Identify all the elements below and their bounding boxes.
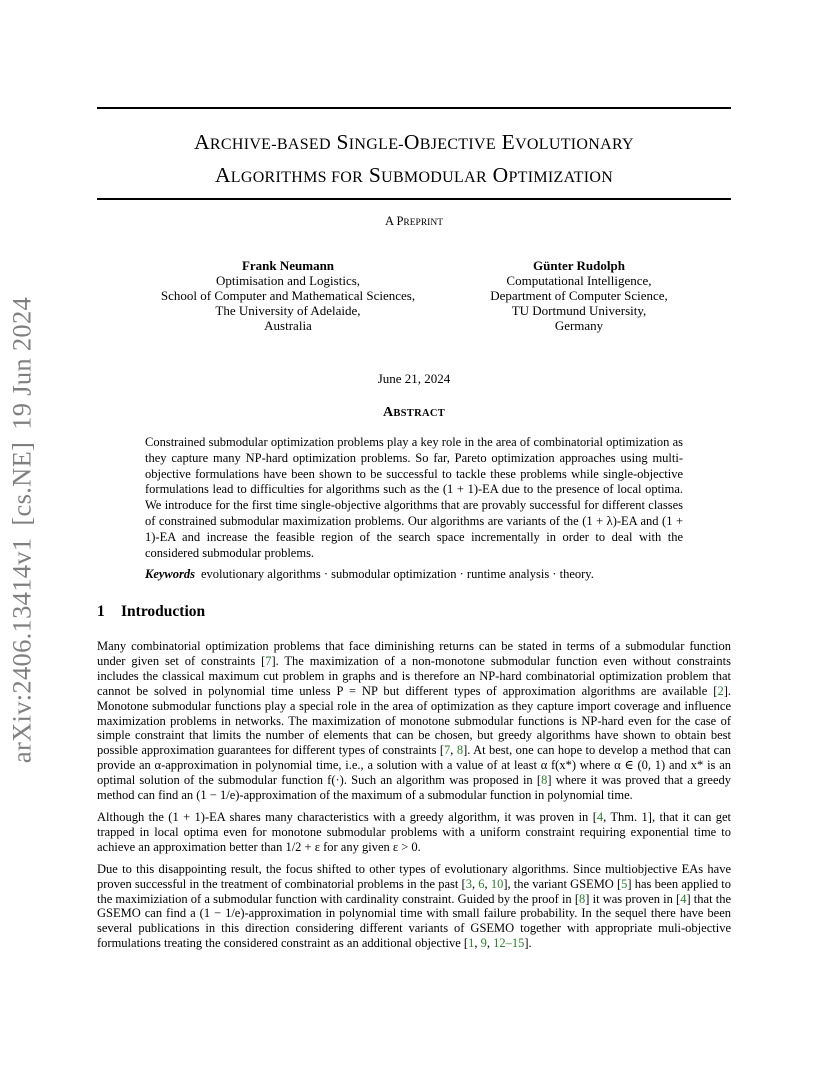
citation-link[interactable]: 7 [265,653,272,668]
paper-date: June 21, 2024 [377,371,451,386]
paragraph-text: Due to this disappointing result, the focus shifted to other types of evolutionary algorithms. Since multiobjective EAs have proven successful in the treatment of combinatorial problems in the past [ [97,861,731,891]
author-affiliation-line: TU Dortmund University, [511,303,647,318]
citation-link[interactable]: 9 [480,936,487,951]
title-line-1 [97,127,731,160]
citation-link[interactable]: 8 [579,891,586,906]
citation-link[interactable]: 4 [596,809,604,824]
paragraph-text: ], the variant GSEMO [ [503,876,622,891]
body-paragraph [97,639,731,803]
title-line-2 [97,160,731,193]
paragraph-text: ] it was proven in [ [585,891,681,906]
arxiv-identifier-stamp [7,297,38,763]
author-affiliation-line: Optimisation and Logistics, [215,273,361,288]
title-word: ARCHIVE-BASED [194,130,331,154]
citation-link[interactable]: 8 [456,743,464,758]
paragraph-text: Although the (1 + 1)-EA shares many characteristics with a greedy algorithm, it was proven in [ [97,809,597,824]
paragraph-text: ]. [524,936,532,951]
paragraph-text: ] that the GSEMO can find a (1 − 1/e)-approximation in polynomial time with small failure probability. In the sequel there have been several publications in this direction considering different variants of GSEMO together with appropriate muli-objective formulations treating the considered constraint as an additional objective [ [97,891,731,951]
citation-link[interactable]: 1 [468,936,475,951]
citation-link[interactable]: 12–15 [493,936,525,951]
paragraph-text: , [474,936,481,951]
citation-link[interactable]: 3 [465,876,472,891]
paragraph-text: ]. Monotone submodular functions play a special role in the area of optimization as they capture import coverage and influence maximization problems in networks. The maximization of monotone submodular functions is NP-hard even for the case of simple constraint that limits the number of elements that can be chosen, but greedy algorithms have shown to obtain best possible approximation guarantees for different types of constraints [ [97,683,731,758]
paragraph-text: , [484,876,491,891]
citation-link[interactable]: 7 [444,743,451,758]
author-affiliation-line: School of Computer and Mathematical Sciences, [160,288,416,303]
paragraph-text: ]. The maximization of a non-monotone submodular function even without constraints includes the classical maximum cut problem in graphs and is therefore an NP-hard combinatorial optimization problem that cannot be solved in polynomial time unless P = NP but different types of approximation algorithms are available [ [97,653,731,698]
paragraph-text: ] has been applied to the maximiziation of a submodular function with cardinality constraint. Guided by the proof in [ [97,876,732,906]
paragraph-text: ]. At best, one can hope to develop a method that can provide an α-approximation in polynomial time, i.e., a solution with a value of at least α f(x*) where α ∈ (0, 1) and x* is an optimal solution of the submodular function f(·). Such an algorithm was proposed in [ [97,743,731,788]
title-bottom-rule [97,198,731,200]
author-affiliation-line: Computational Intelligence, [506,273,652,288]
top-rule [97,107,731,109]
body-paragraph [97,862,731,951]
paper-title [97,127,731,193]
author-block-2 [470,258,688,333]
citation-link[interactable]: 4 [680,891,687,906]
abstract-text: Constrained submodular optimization problems play a key role in the area of combinatorial optimization as they capture many NP-hard optimization problems. So far, Pareto optimization approaches using multi-objective formulations have been shown to be successful to tackle these problems while single-objective formulations lead to difficulties for algorithms such as the (1 + 1)-EA due to the presence of local optima. We introduce for the first time single-objective algorithms that are provably successful for different classes of constrained submodular maximization problems. Our algorithms are variants of the (1 + λ)-EA and (1 + 1)-EA and increase the feasible region of the search space incrementally in order to deal with the considered submodular problems. [145,435,683,560]
author-affiliation-line: The University of Adelaide, [215,303,361,318]
author-affiliation-line: Australia [264,318,312,333]
author-name: Günter Rudolph [533,258,625,273]
abstract-heading: ABSTRACT [382,405,446,420]
title-word: ALGORITHMS FOR [214,163,364,187]
arxiv-id: arXiv:2406.13414v1 [6,537,37,764]
title-word: OBJECTIVE [403,130,496,154]
section-number: 1 [97,603,105,620]
author-block-1 [145,258,431,333]
body-text [97,639,731,958]
arxiv-category: [cs.NE] [6,441,37,526]
citation-link[interactable]: 2 [717,683,724,698]
author-affiliation-line: Department of Computer Science, [490,288,668,303]
paragraph-text: Many combinatorial optimization problems that face diminishing returns can be stated in terms of a submodular function under given set of constraints [ [97,639,731,668]
citation-link[interactable]: 6 [478,876,485,891]
title-word: OPTIMIZATION [492,163,614,187]
title-word: EVOLUTIONARY [501,130,634,154]
preprint-label: A PREPRINT [384,214,443,228]
section-title: Introduction [121,603,206,620]
paragraph-text: ] where it was proved that a greedy method can find an (1 − 1/e)-approximation of the maximum of a submodular function in polynomial time. [97,773,731,803]
author-affiliation-line: Germany [554,318,604,333]
paragraph-text: , Thm. 1], that it can get trapped in local optima even for monotone submodular problems with a uniform constraint requiring exponential time to achieve an approximation better than 1/2 + ε for any given ε > 0. [97,809,731,854]
arxiv-date: 19 Jun 2024 [6,296,37,430]
section-heading [97,603,205,621]
citation-link[interactable]: 10 [490,876,504,891]
keywords-text: evolutionary algorithms · submodular optimization · runtime analysis · theory. [201,567,594,581]
body-paragraph [97,810,731,855]
keywords-label: Keywords [145,567,195,581]
title-word: SUBMODULAR [368,163,487,187]
citation-link[interactable]: 5 [621,876,628,891]
keywords-line [145,567,705,582]
author-name: Frank Neumann [241,258,335,273]
paragraph-text: , [486,936,494,951]
citation-link[interactable]: 8 [541,773,548,788]
paragraph-text: , [450,743,457,758]
paragraph-text: , [471,876,479,891]
title-word: SINGLE- [336,130,404,154]
